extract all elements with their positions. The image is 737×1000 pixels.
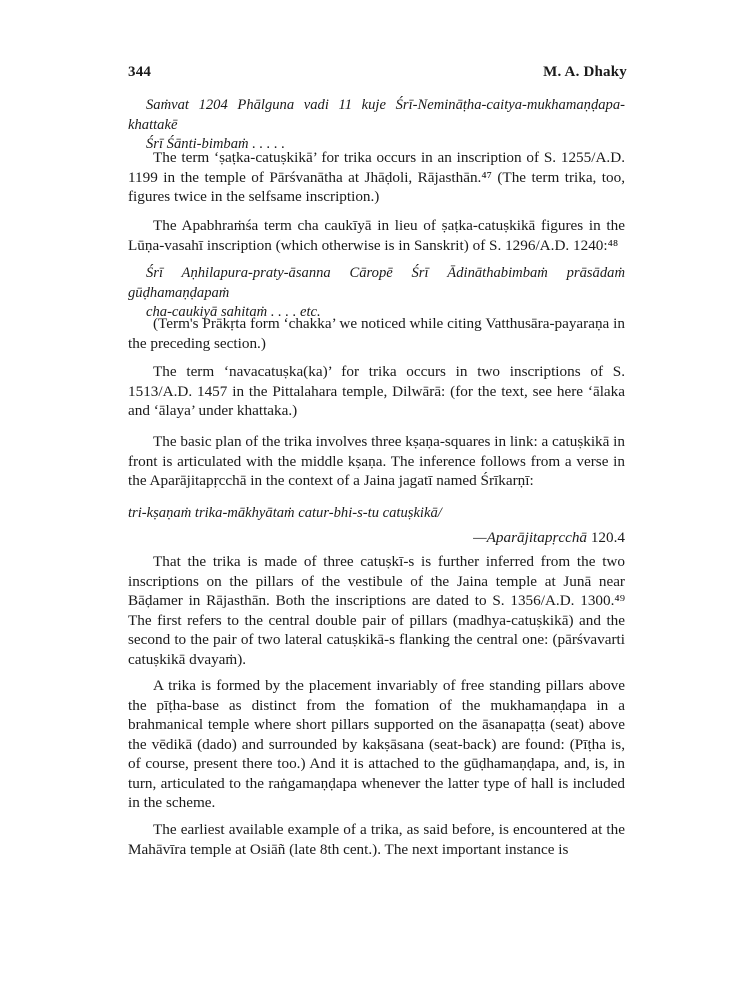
verse-quote bbox=[128, 504, 625, 547]
verse-source bbox=[128, 528, 625, 548]
paragraph-text: The term ‘ṣaṭka-catuṣkikā’ for trika occurs in an inscription of S. 1255/A.D. 1199 in the temple of Pārśvanātha at Jhāḍoli, Rājasthān.⁴⁷ (The term trika, too, figures twice in the selfsame inscription.) bbox=[128, 149, 625, 205]
paragraph bbox=[128, 314, 625, 353]
paragraph bbox=[128, 432, 625, 491]
quote-line: cha-caukiyā sahitaṁ . . . . etc. bbox=[146, 304, 321, 320]
paragraph-text: The earliest available example of a trika, as said before, is encountered at the Mahāvīra temple at Osiāñ (late 8th cent.). The next important instance is bbox=[128, 821, 625, 858]
paragraph bbox=[128, 676, 625, 813]
running-head-author: M. A. Dhaky bbox=[543, 64, 627, 80]
paragraph bbox=[128, 216, 625, 255]
paragraph-text: The basic plan of the trika involves three kṣaṇa-squares in link: a catuṣkikā in front is articulated with the middle kṣaṇa. The inference follows from a verse in the Aparājitapṛcchā in the context of a Jaina jagatī named Śrīkarṇī: bbox=[128, 433, 625, 489]
inscription-quote-1 bbox=[128, 96, 625, 155]
page-number: 344 bbox=[128, 64, 152, 80]
paragraph bbox=[128, 552, 625, 669]
quote-line: Śrī Aṇhilapura-praty-āsanna Cāropē Śrī Ādināthabimbaṁ prāsādaṁ gūḍhamaṇḍapaṁ bbox=[128, 265, 625, 301]
verse-source-title: —Aparājitapṛcchā bbox=[473, 528, 588, 546]
paragraph-text: A trika is formed by the placement invariably of free standing pillars above the pīṭha-base as distinct from the fomation of the mukhamaṇḍapa in a brahmanical temple where short pillars supported on the āsanapaṭṭa (seat) above the vēdikā (dado) and surrounded by kakṣāsana (seat-back) are found: (Pīṭha is, of course, present there too.) And it is attached to the gūḍhamaṇḍapa, and, is, in turn, articulated to the raṅgamaṇḍapa whenever the latter type of hall is included in the scheme. bbox=[128, 677, 625, 811]
paragraph bbox=[128, 362, 625, 421]
paragraph-text: That the trika is made of three catuṣkī-s is further inferred from the two inscriptions on the pillars of the vestibule of the Jaina temple at Junā near Bāḍamer in Rājasthān. Both the inscriptions are dated to S. 1356/A.D. 1300.⁴⁹ The first refers to the central double pair of pillars (madhya-catuṣkikā) and the second to the pair of two lateral catuṣkikā-s flanking the central one: (pārśvavarti catuṣkikā dvayaṁ). bbox=[128, 553, 625, 668]
quote-line: Śrī Śānti-bimbaṁ . . . . . bbox=[146, 136, 286, 152]
quote-line: Saṁvat 1204 Phālguna vadi 11 kuje Śrī-Nemināṭha-caitya-mukhamaṇḍapa-khattakē bbox=[128, 97, 625, 133]
verse-source-number: 120.4 bbox=[590, 528, 625, 546]
paragraph-text: The term ‘navacatuṣka(ka)’ for trika occurs in two inscriptions of S. 1513/A.D. 1457 in the Pittalahara temple, Dilwārā: (for the text, see here ‘ālaka and ‘ālaya’ under khattaka.) bbox=[128, 363, 625, 419]
verse-line: tri-kṣaṇaṁ trika-mākhyātaṁ catur-bhi-s-tu catuṣkikā/ bbox=[128, 505, 442, 521]
paragraph bbox=[128, 820, 625, 859]
paragraph bbox=[128, 148, 625, 207]
paragraph-text: The Apabhraṁśa term cha caukīyā in lieu of ṣaṭka-catuṣkikā figures in the Lūṇa-vasahī inscription (which otherwise is in Sanskrit) of S. 1296/A.D. 1240:⁴⁸ bbox=[128, 217, 625, 254]
paragraph-text: (Term's Prākṛta form ‘chakka’ we noticed while citing Vatthusāra-payaraṇa in the preceding section.) bbox=[128, 315, 625, 352]
